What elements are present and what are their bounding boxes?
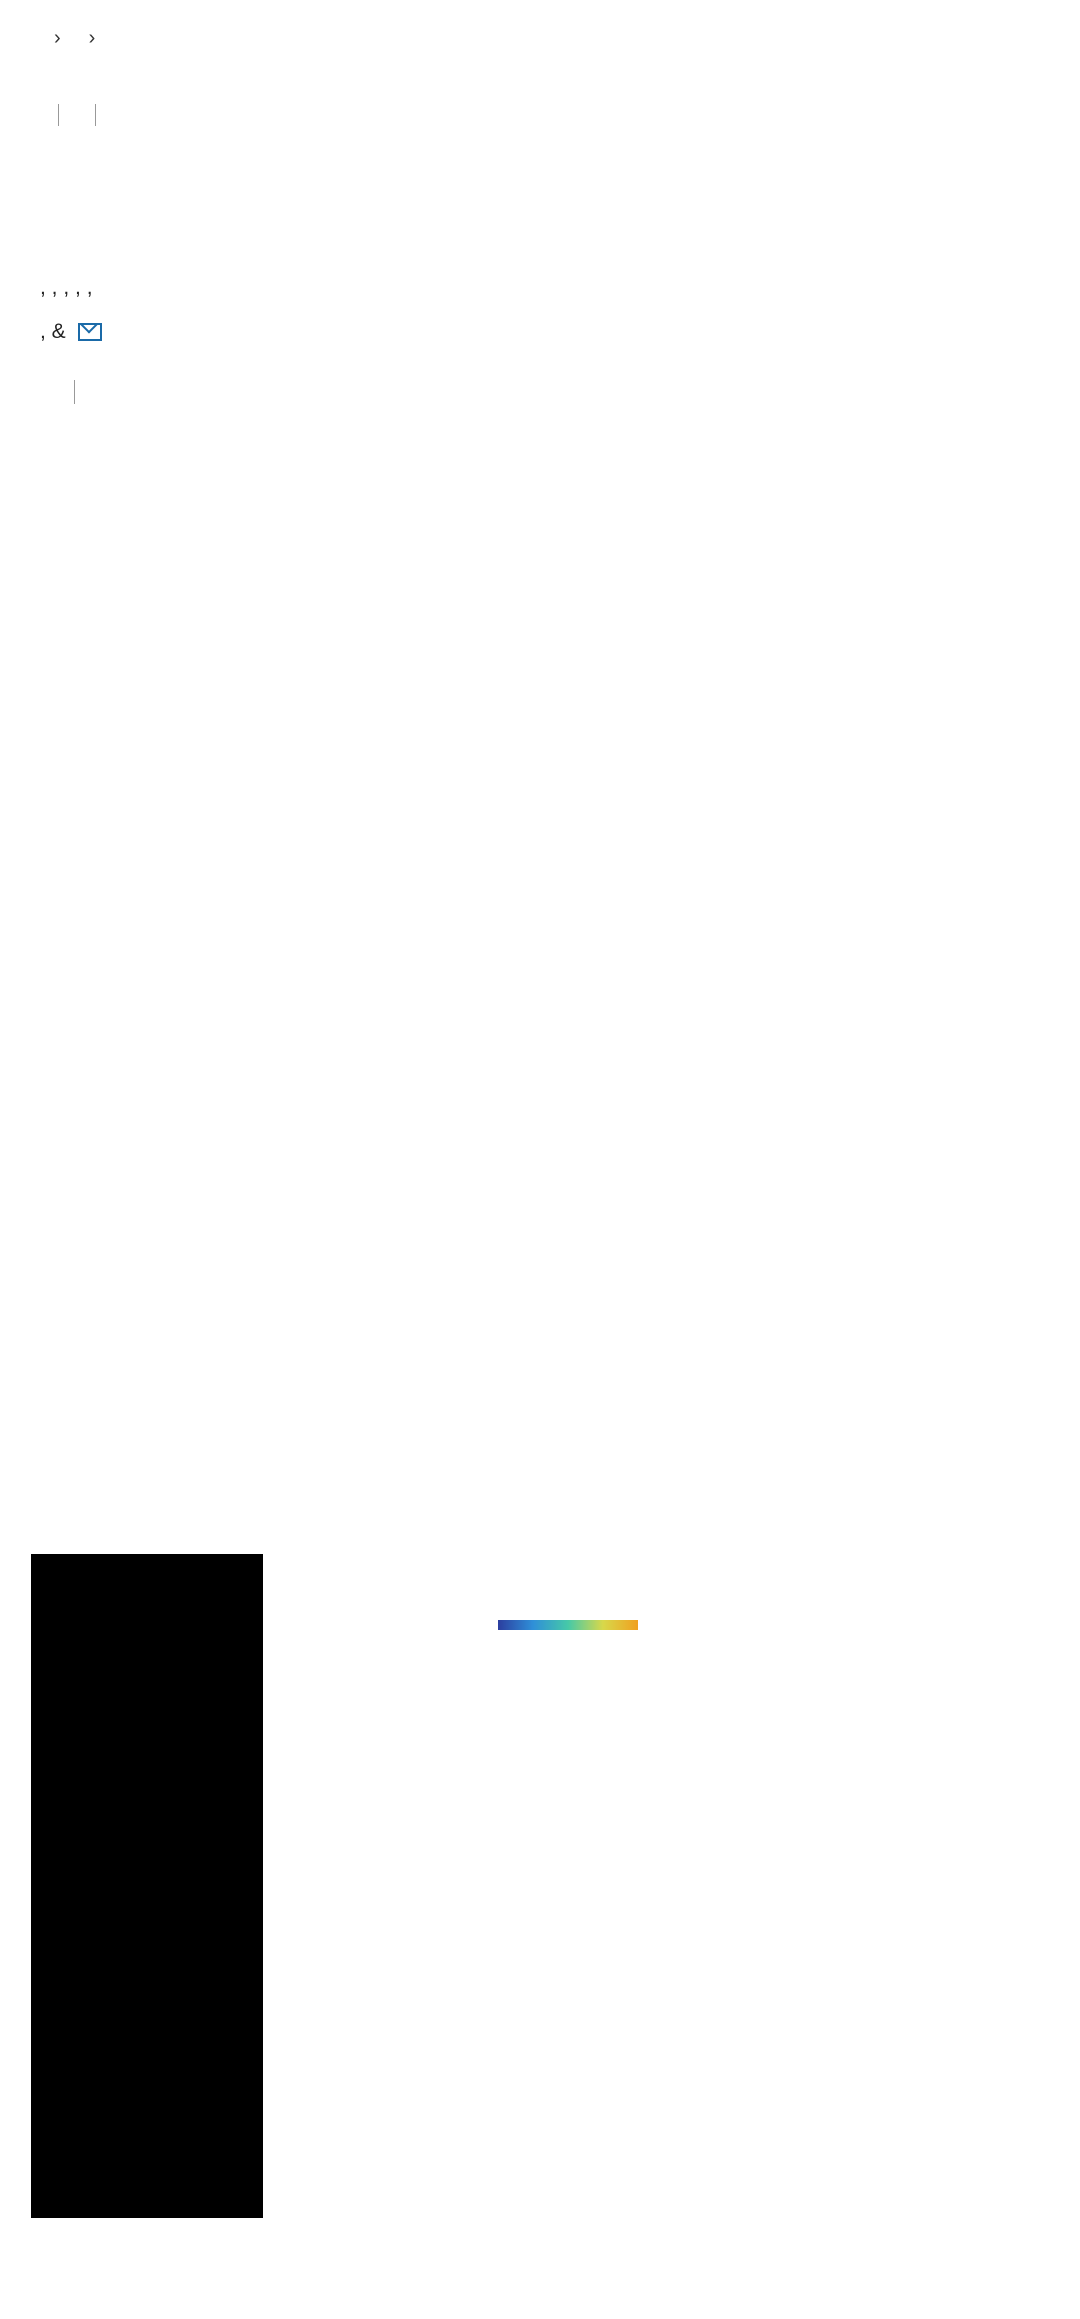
mail-icon[interactable] <box>78 323 102 341</box>
citation-line <box>40 380 89 404</box>
article-meta <box>40 104 114 126</box>
divider <box>58 104 59 126</box>
zscore-colorbar <box>498 1620 638 1630</box>
chevron-right-icon: › <box>54 27 61 49</box>
research-figure[interactable] <box>28 1536 1052 2226</box>
breadcrumb <box>40 24 109 50</box>
figure-svg <box>28 1536 1052 2226</box>
chevron-right-icon: › <box>88 27 96 49</box>
author-list: , , , , , , & <box>40 266 1050 354</box>
divider <box>95 104 96 126</box>
panel-a-background <box>31 1554 263 2218</box>
divider <box>74 380 75 404</box>
